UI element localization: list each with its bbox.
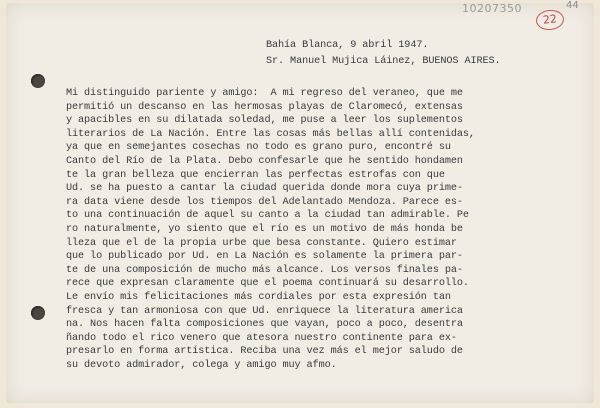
catalog-number: 10207350 xyxy=(462,2,522,15)
place-date: Bahía Blanca, 9 abril 1947. xyxy=(266,40,429,51)
body-line: rece que expresan claramente que el poema continuará su desarrollo. xyxy=(66,278,469,290)
letter-body xyxy=(66,87,586,372)
body-line: permitió un descanso en las hermosas playas de Claromecó, extensas xyxy=(66,101,463,113)
body-line: Mi distinguido pariente y amigo: A mi regreso del veraneo, que me xyxy=(66,88,463,99)
body-line: su devoto admirador, colega y amigo muy afmo. xyxy=(66,359,337,371)
body-line: presarlo en forma artística. Reciba una vez más el mejor saludo de xyxy=(66,346,463,358)
body-line: literarios de La Nación. Entre las cosas más bellas allí contenidas, xyxy=(66,128,475,140)
body-line: que lo publicado por Ud. en La Nación es solamente la primera par- xyxy=(66,251,463,263)
punch-hole-top xyxy=(31,74,45,88)
body-line: na. Nos hacen falta composiciones que vayan, poco a poco, desentra xyxy=(66,319,463,331)
archive-stamp: 22 xyxy=(535,9,565,32)
body-line: Ud. se ha puesto a cantar la ciudad querida donde mora cuya prime- xyxy=(66,183,463,195)
body-line: ya que en semejantes cosechas no todo es grano puro, encontré su xyxy=(66,142,451,154)
body-line: y apacibles en su dilatada soledad, me puse a leer los suplementos xyxy=(66,115,463,127)
punch-hole-bottom xyxy=(31,306,45,320)
body-line: ro naturalmente, yo siento que el río es un motivo de más honda be xyxy=(66,223,463,235)
pencil-mark: 44 xyxy=(566,0,579,11)
body-line: Le envío mis felicitaciones más cordiales por esta expresión tan xyxy=(66,291,451,303)
addressee: Sr. Manuel Mujica Láinez, BUENOS AIRES. xyxy=(266,56,501,67)
body-line: ñando todo el rico venero que atesora nuestro continente para ex- xyxy=(66,332,457,344)
body-line: lleza que el de la propia urbe que besa constante. Quiero estimar xyxy=(66,237,457,249)
body-line: fresca y tan armoniosa con que Ud. enriquece la literatura america xyxy=(66,305,463,317)
body-line: Canto del Río de la Plata. Debo confesarle que he sentido hondamen xyxy=(66,155,463,167)
body-line: te la gran belleza que encierran las perfectas estrofas con que xyxy=(66,169,445,181)
body-line: te de una composición de mucho más alcance. Los versos finales pa- xyxy=(66,264,463,276)
body-line: ra data viene desde los tiempos del Adelantado Mendoza. Parece es- xyxy=(66,196,463,208)
body-line: to una continuación de aquel su canto a la ciudad tan admirable. Pe xyxy=(66,210,469,222)
